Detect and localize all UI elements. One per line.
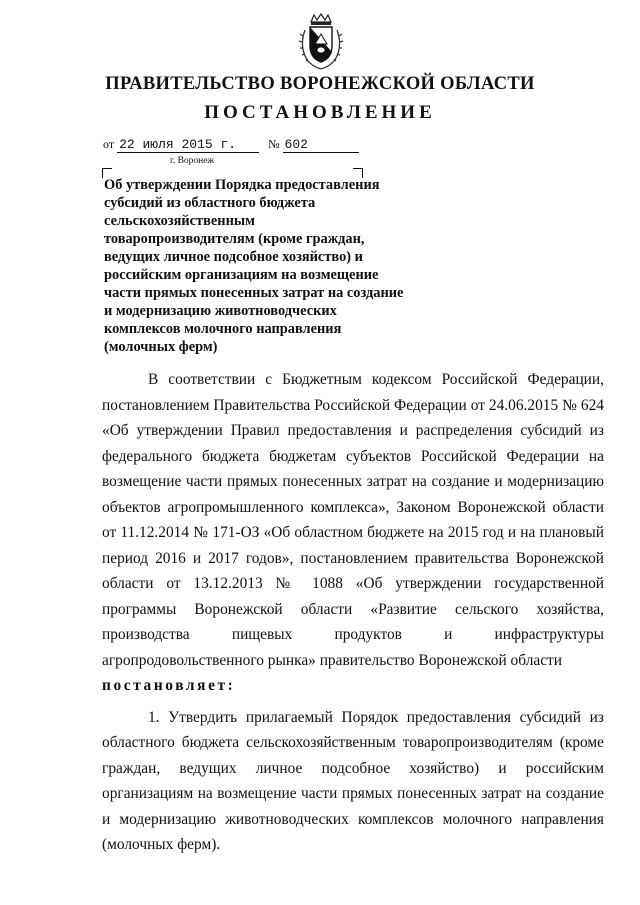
government-name: ПРАВИТЕЛЬСТВО ВОРОНЕЖСКОЙ ОБЛАСТИ <box>105 74 535 94</box>
item-1-paragraph: 1. Утвердить прилагаемый Порядок предоставления субсидий из областного бюджета сельскохозяйственным товаропроизводителям (кроме граждан, ведущих личное подсобное хозяйство) и российским организациям на возмещение части прямых понесенных затрат на создание и модернизацию животноводческих комплексов молочного направления (молочных ферм). <box>102 708 604 853</box>
number-label: № <box>268 137 280 151</box>
document-number: 602 <box>283 137 359 153</box>
from-label: от <box>103 137 115 151</box>
preamble-paragraph: В соответствии с Бюджетным кодексом Российской Федерации, постановлением Правительства Российской Федерации от 24.06.2015 № 624 «Об утверждении Правил предоставления и распределения субсидий из федерального бюджета бюджетам субъектов Российской Федерации на возмещение части прямых понесенных затрат на создание и модернизацию объектов агропромышленного комплекса», Законом Воронежской области от 11.12.2014 № 171-ОЗ «Об областном бюджете на 2015 год и на плановый период 2016 и 2017 годов», постановлением правительства Воронежской области от 13.12.2013 № 1088 «Об утверждении государственной программы Воронежской области «Развитие сельского хозяйства, производства пищевых продуктов и инфраструктуры агропродовольственного рынка» правительство Воронежской области <box>102 371 604 669</box>
date-number-line <box>103 137 359 153</box>
body-text <box>102 367 604 858</box>
voronezh-coat-of-arms-icon <box>297 12 345 72</box>
decree-word: постановляет: <box>102 677 236 694</box>
document-title: Об утверждении Порядка предоставления субсидий из областного бюджета сельскохозяйственным товаропроизводителям (кроме граждан, ведущих личное подсобное хозяйство) и российским организациям на возмещение части прямых понесенных затрат на создание и модернизацию животноводческих комплексов молочного направления (молочных ферм) <box>104 177 404 355</box>
city: г. Воронеж <box>170 156 215 166</box>
document-type: ПОСТАНОВЛЕНИЕ <box>204 102 436 123</box>
document-date: 22 июля 2015 г. <box>117 137 259 153</box>
